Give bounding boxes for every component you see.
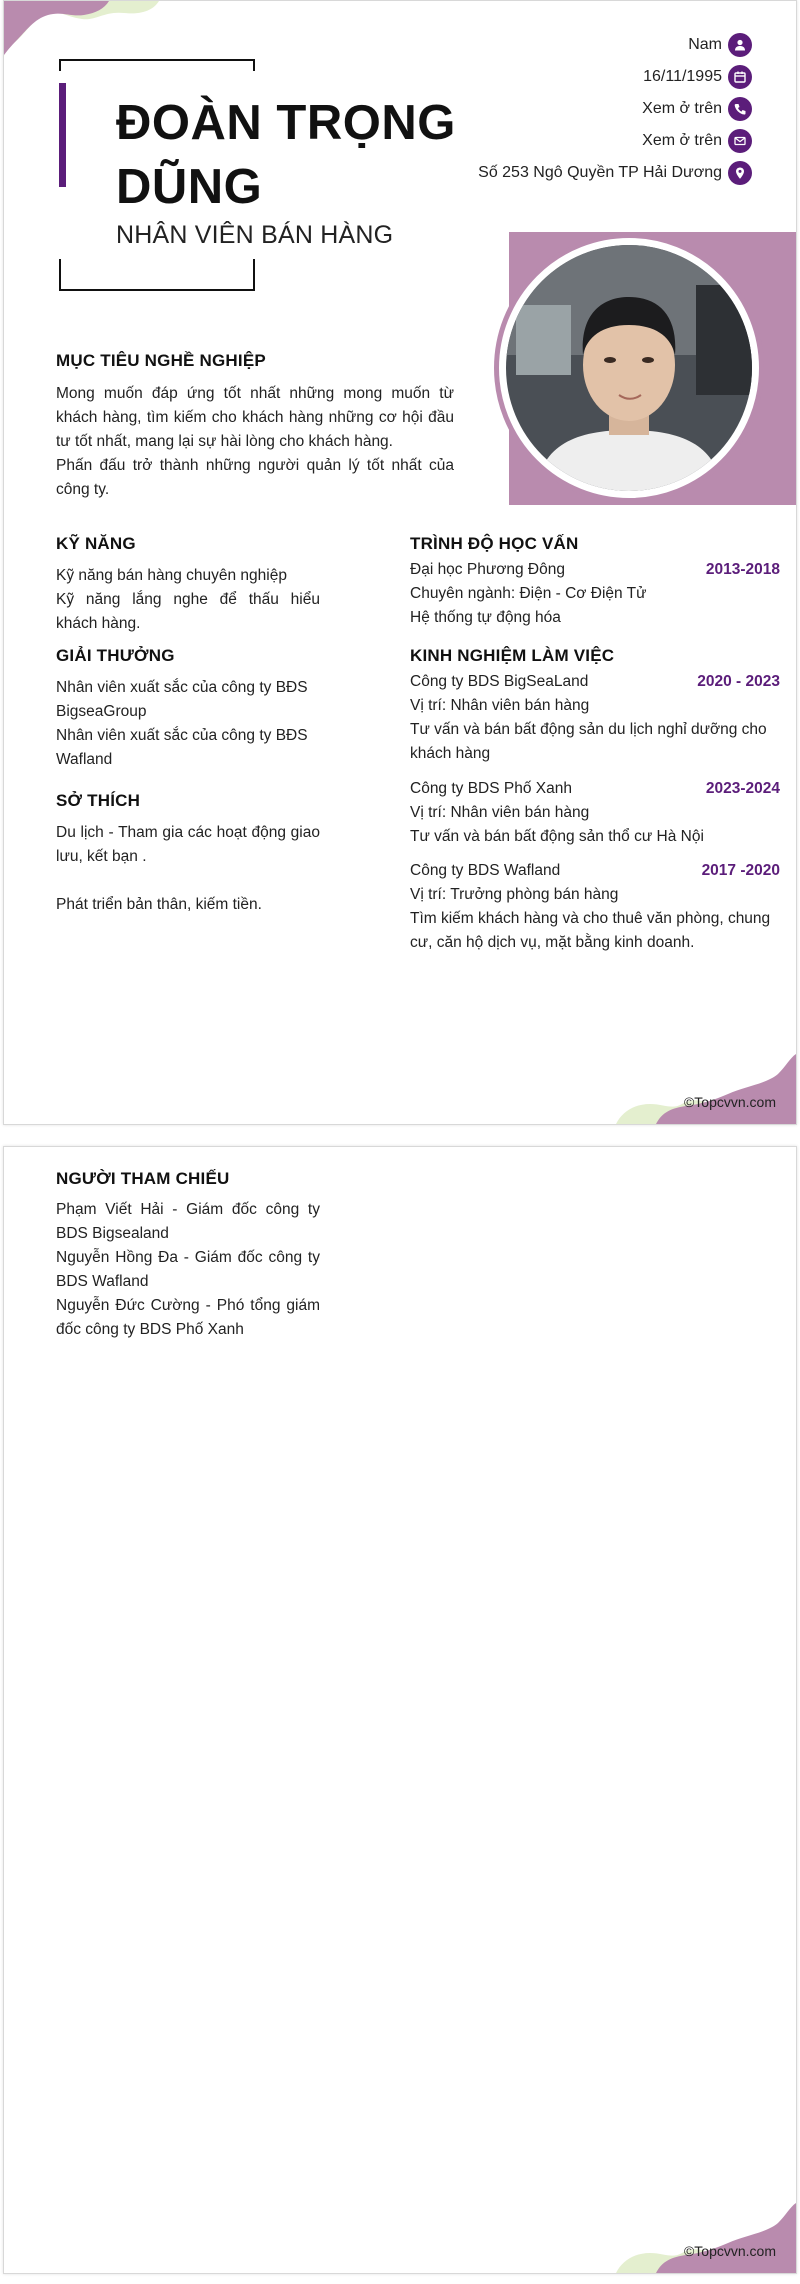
experience-company: Công ty BDS BigSeaLand	[410, 673, 589, 690]
experience-years: 2020 - 2023	[697, 673, 780, 690]
education-school: Đại học Phương Đông	[410, 561, 565, 578]
experience-description: Tư vấn và bán bất động sản thổ cư Hà Nội	[410, 828, 704, 845]
references-list	[56, 1198, 320, 1342]
decorative-blob-top-left	[4, 1, 164, 61]
award-item: Nhân viên xuất sắc của công ty BĐS BigseaGroup	[56, 679, 308, 720]
decorative-blob-bottom-right	[616, 2203, 796, 2273]
copyright-text: ©Topcvvn.com	[683, 2243, 776, 2259]
education-major: Chuyên ngành: Điện - Cơ Điện Tử	[410, 585, 647, 602]
skills-title: KỸ NĂNG	[56, 534, 136, 553]
education-entry	[410, 558, 780, 630]
hobby-item: Phát triển bản thân, kiếm tiền.	[56, 896, 262, 913]
education-title: TRÌNH ĐỘ HỌC VẤN	[410, 534, 579, 553]
contact-birthdate: 16/11/1995	[478, 61, 752, 93]
education-program: Hệ thống tự động hóa	[410, 609, 561, 626]
experience-company: Công ty BDS Wafland	[410, 862, 561, 879]
references-title: NGƯỜI THAM CHIẾU	[56, 1169, 230, 1188]
awards-list	[56, 676, 320, 772]
experience-entry	[410, 777, 780, 849]
hobbies-list	[56, 821, 320, 917]
contact-phone: Xem ở trên	[478, 93, 752, 125]
award-item: Nhân viên xuất sắc của công ty BĐS Wafland	[56, 727, 308, 768]
contact-gender: Nam	[478, 29, 752, 61]
copyright-text: ©Topcvvn.com	[683, 1094, 776, 1110]
experience-description: Tìm kiếm khách hàng và cho thuê văn phòng, chung cư, căn hộ dịch vụ, mặt bằng kinh doanh.	[410, 910, 771, 951]
cv-page-2	[3, 1146, 797, 2274]
experience-title: KINH NGHIỆM LÀM VIỆC	[410, 646, 615, 665]
skill-item: Kỹ năng lắng nghe để thấu hiểu khách hàng.	[56, 591, 320, 632]
email-icon	[728, 129, 752, 153]
reference-item: Phạm Viết Hải - Giám đốc công ty BDS Bigsealand	[56, 1201, 320, 1242]
location-icon	[728, 161, 752, 185]
experience-description: Tư vấn và bán bất động sản du lịch nghỉ dưỡng cho khách hàng	[410, 721, 767, 762]
contact-email: Xem ở trên	[478, 125, 752, 157]
calendar-icon	[728, 65, 752, 89]
contact-address: Số 253 Ngô Quyền TP Hải Dương	[478, 157, 752, 189]
reference-item: Nguyễn Đức Cường - Phó tổng giám đốc công ty BDS Phố Xanh	[56, 1297, 320, 1338]
full-name: ĐOÀN TRỌNG DŨNG	[116, 96, 456, 214]
contact-list	[478, 29, 752, 189]
awards-title: GIẢI THƯỞNG	[56, 646, 175, 665]
hobbies-title: SỞ THÍCH	[56, 791, 141, 810]
name-accent-bar	[59, 83, 66, 187]
skills-list	[56, 564, 320, 636]
education-years: 2013-2018	[705, 561, 780, 578]
experience-position: Vị trí: Nhân viên bán hàng	[410, 804, 590, 821]
cv-page-1	[3, 0, 797, 1125]
experience-position: Vị trí: Trưởng phòng bán hàng	[410, 886, 619, 903]
objective-text: Mong muốn đáp ứng tốt nhất những mong muốn từ khách hàng, tìm kiếm cho khách hàng những cơ hội đầu tư tốt nhất, mang lại sự hài lòng cho khách hàng. Phấn đấu trở thành những người quản lý tốt nhất của công ty.	[56, 385, 454, 498]
job-title: NHÂN VIÊN BÁN HÀNG	[116, 221, 394, 249]
skill-item: Kỹ năng bán hàng chuyên nghiệp	[56, 567, 287, 584]
experience-entry	[410, 859, 780, 955]
experience-years: 2023-2024	[705, 780, 780, 797]
experience-company: Công ty BDS Phố Xanh	[410, 780, 572, 797]
experience-position: Vị trí: Nhân viên bán hàng	[410, 697, 590, 714]
objective-title: MỤC TIÊU NGHỀ NGHIỆP	[56, 351, 266, 370]
user-icon	[728, 33, 752, 57]
hobby-item: Du lịch - Tham gia các hoạt động giao lưu, kết bạn .	[56, 824, 320, 865]
phone-icon	[728, 97, 752, 121]
experience-entry	[410, 670, 780, 766]
profile-photo	[506, 245, 752, 491]
decorative-blob-bottom-right	[616, 1054, 796, 1124]
reference-item: Nguyễn Hồng Đa - Giám đốc công ty BDS Wafland	[56, 1249, 320, 1290]
experience-years: 2017 -2020	[701, 862, 780, 879]
